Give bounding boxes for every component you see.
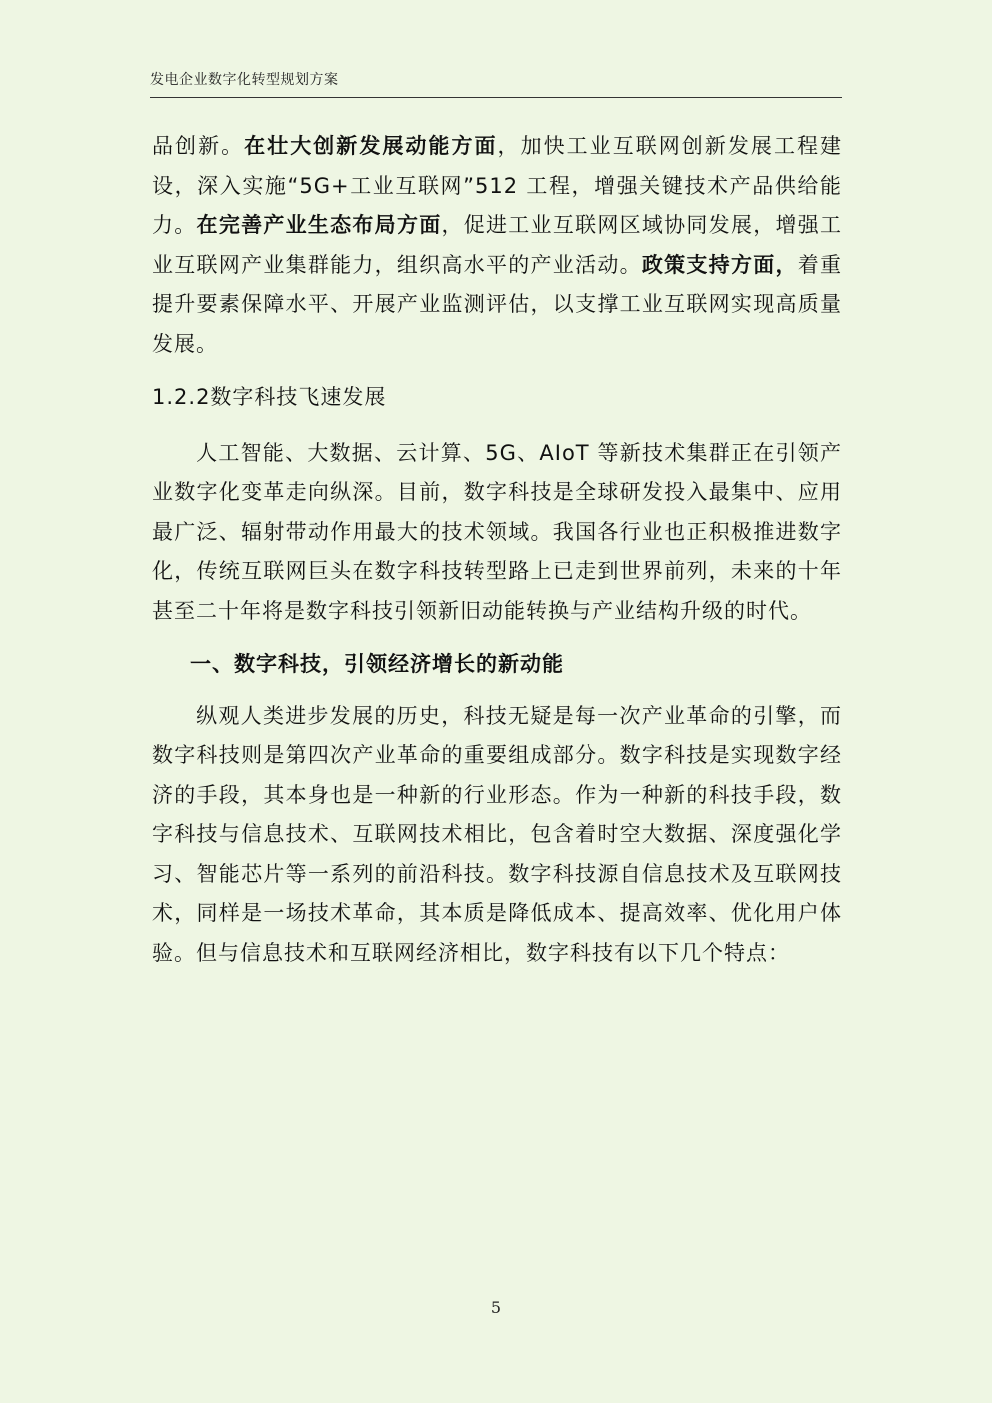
- page-header: [150, 69, 842, 98]
- page-body: [152, 127, 842, 973]
- text-run: ，促进工业互联网区域协同发展，增强工业互联网产业集群能力，组织高水平的产业活动。: [152, 213, 843, 277]
- text-run: ，加快工业互联网创新发展工程建设，深入实施“5G+工业互联网”512 工程，增强关键技术产品供给能力。: [152, 134, 843, 237]
- page-number: 5: [490, 1298, 502, 1317]
- bold-phrase: 政策支持方面，: [641, 252, 798, 277]
- document-title: 发电企业数字化转型规划方案: [150, 72, 339, 88]
- bold-phrase: 在完善产业生态布局方面: [196, 213, 442, 237]
- paragraph-growth-engine: 纵观人类进步发展的历史，科技无疑是每一次产业革命的引擎，而数字科技则是第四次产业革命的重要组成部分。数字科技是实现数字经济的手段，其本身也是一种新的行业形态。作为一种新的科技手段，数字科技与信息技术、互联网技术相比，包含着时空大数据、深度强化学习、智能芯片等一系列的前沿科技。数字科技源自信息技术及互联网技术，同样是一场技术革命，其本质是降低成本、提高效率、优化用户体验。但与信息技术和互联网经济相比，数字科技有以下几个特点：: [152, 703, 842, 965]
- paragraph-digital-tech: 人工智能、大数据、云计算、5G、AIoT 等新技术集群正在引领产业数字化变革走向纵深。目前，数字科技是全球研发投入最集中、应用最广泛、辐射带动作用最大的技术领域。我国各行业也正积极推进数字化，传统互联网巨头在数字科技转型路上已走到世界前列，未来的十年甚至二十年将是数字科技引领新旧动能转换与产业结构升级的时代。: [152, 440, 842, 623]
- subsection-heading: 1.2.2数字科技飞速发展: [152, 385, 387, 409]
- section-heading: 一、数字科技，引领经济增长的新动能: [190, 652, 564, 676]
- text-run: 品创新。: [152, 134, 245, 158]
- text-run: 着重提升要素保障水平、开展产业监测评估，以支撑工业互联网实现高质量发展。: [152, 252, 843, 356]
- paragraph-industrial-internet: [152, 127, 842, 364]
- bold-phrase: 在壮大创新发展动能方面: [244, 134, 498, 158]
